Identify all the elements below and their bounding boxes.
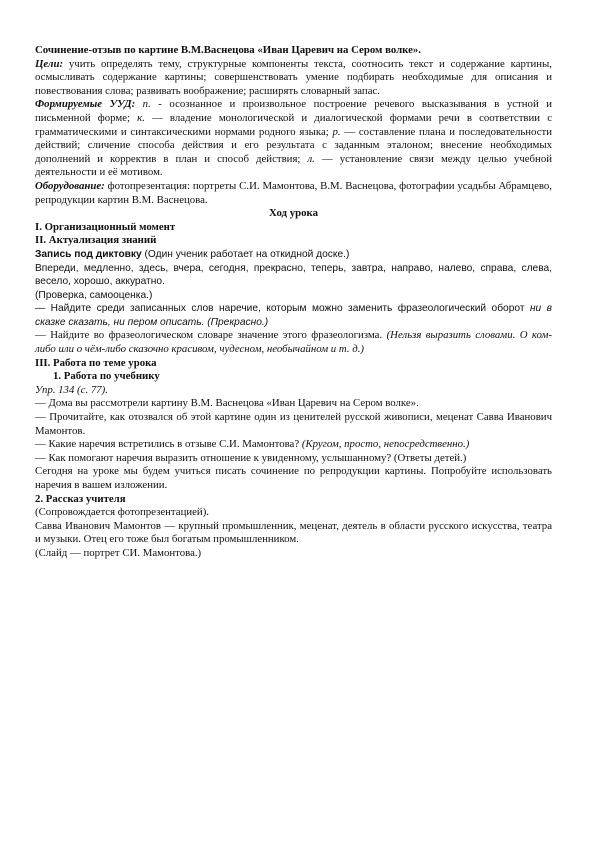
dictation-words: Впереди, медленно, здесь, вчера, сегодня, прекрасно, теперь, завтра, направо, налево, справа, слева, весело, хорошо, аккуратно. (35, 262, 552, 288)
goals-label: Цели: (35, 57, 64, 70)
dictation-task-2 (35, 329, 552, 356)
exercise-reference: Упр. 134 (с. 77). (35, 383, 108, 396)
body-line-2: — Прочитайте, как отозвался об этой картине один из ценителей русской живописи, меценат Савва Иванович Мамонтов. (35, 411, 552, 437)
section-heading-2: II. Актуализация знаний (35, 234, 157, 247)
equipment-text: фотопрезентация: портреты С.И. Мамонтова, В.М. Васнецова, фотографии усадьбы Абрамцево, репродукции картин В.М. Васнецова. (35, 179, 552, 206)
uud-label: Формируемые УУД: (35, 98, 136, 111)
question-answer: (Кругом, просто, непосредственно.) (301, 438, 470, 451)
document-page (35, 44, 552, 561)
dictation-note: (Один ученик работает на откидной доске.) (141, 248, 350, 260)
mamontov-paragraph: Савва Иванович Мамонтов — крупный промышленник, меценат, деятель в области русского искусства, театра и музыки. Отец его тоже был богатым промышленником. (35, 519, 552, 546)
uud-k-text: — владение монологической и диалогической формами речи в соответствии с грамматическими и синтаксическими нормами родного языка; (35, 111, 552, 138)
section-heading-1: I. Организационный момент (35, 220, 176, 233)
goals-paragraph (35, 58, 552, 99)
task1-text: — Найдите среди записанных слов наречие, которым можно заменить фразеологический оборот (35, 303, 530, 315)
question-text: — Какие наречия встретились в отзыве С.И. Мамонтова? (35, 438, 302, 451)
goals-text: учить определять тему, структурные компоненты текста, соотносить текст и содержание картины, осмысливать содержание картины; совершенствовать умение подбирать необходимые для описания и повествования слова; развивать воображение; расширять словарный запас. (35, 57, 552, 97)
today-paragraph: Сегодня на уроке мы будем учиться писать сочинение по репродукции картины. Попробуйте использовать наречия в вашем изложении. (35, 465, 552, 491)
section-heading-3: III. Работа по теме урока (35, 356, 157, 369)
task2-text: — Найдите во фразеологическом словаре значение этого фразеологизма. (35, 329, 387, 342)
subsection-heading-2: 2. Рассказ учителя (35, 492, 126, 505)
uud-r-text: — составление плана и последовательности действий; сличение способа действия и его результата с заданным эталоном; внесение необходимых дополнений и корректив в план и способ действия; (35, 125, 552, 165)
uud-r-label: р. (332, 125, 341, 138)
question-adverbs (35, 438, 552, 452)
lesson-heading: Ход урока (269, 207, 318, 220)
dictation-task-1 (35, 302, 552, 329)
dictation-label: Запись под диктовку (35, 248, 142, 260)
uud-p-text: - осознанное и произвольное построение речевого высказывания в устной и письменной форме; (35, 98, 553, 124)
accompanied-note: (Сопровождается фотопрезентацией). (35, 506, 209, 519)
task1-italic: ни в сказке сказать, ни пером описать. (Прекрасно.) (35, 303, 552, 328)
question-attitude: — Как помогают наречия выразить отношение к увиденному, услышанному? (Ответы детей.) (35, 451, 467, 464)
equipment-label: Оборудование: (35, 179, 105, 192)
dictation-heading (35, 248, 552, 262)
uud-l-label: л. (307, 152, 315, 165)
uud-paragraph (35, 98, 552, 180)
equipment-paragraph (35, 180, 552, 207)
subsection-heading-1: 1. Работа по учебнику (53, 370, 160, 383)
uud-p-label: п. (135, 98, 151, 111)
body-line-1: — Дома вы рассмотрели картину В.М. Васнецова «Иван Царевич на Сером волке». (35, 397, 419, 410)
uud-l-text: — установление связи между целью учебной деятельности и её мотивом. (35, 152, 552, 179)
dictation-check: (Проверка, самооценка.) (35, 289, 153, 301)
task2-italic: (Нельзя выразить словами. О ком-либо или о чём-либо сказочно красивом, чудесном, необычайном и т. д.) (35, 329, 552, 356)
document-title: Сочинение-отзыв по картине В.М.Васнецова «Иван Царевич на Сером волке». (35, 44, 421, 56)
uud-k-label: к. (137, 111, 145, 124)
slide-note: (Слайд — портрет СИ. Мамонтова.) (35, 546, 202, 559)
